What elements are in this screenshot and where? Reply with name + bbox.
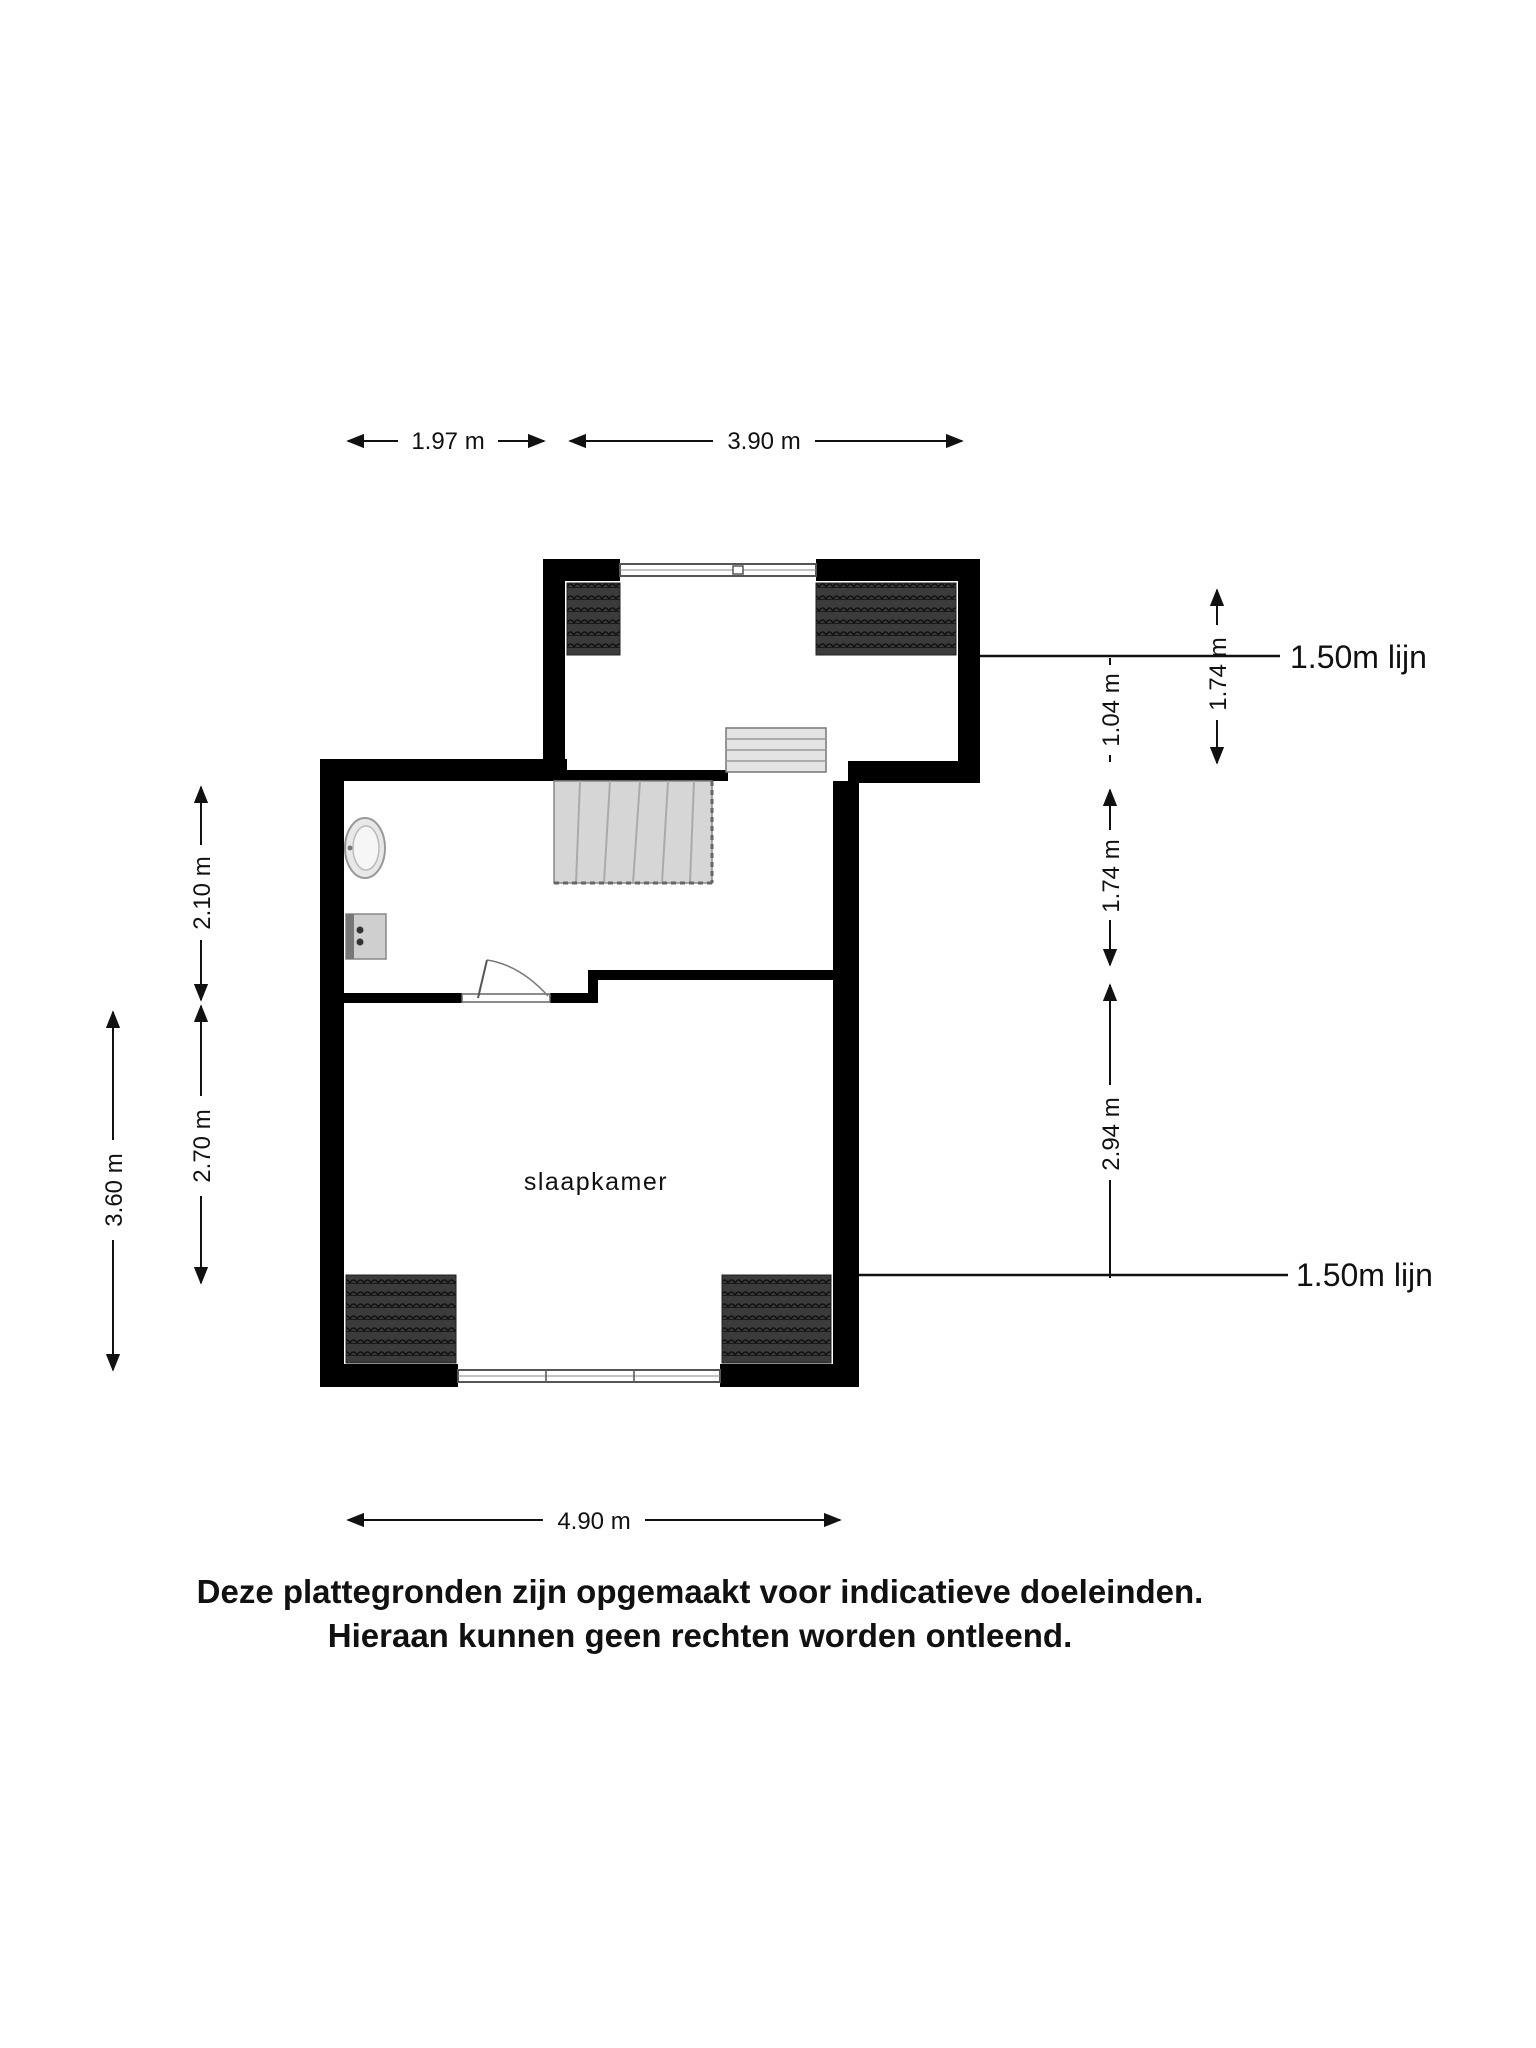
dimension-right-a-label: 1.04 m [1098,673,1125,747]
dimension-left-upper [189,787,216,1000]
walls [320,559,980,1387]
window-bottom [458,1370,720,1382]
room-label-bedroom: slaapkamer [523,1168,669,1196]
sink [345,818,385,878]
dimension-bottom [348,1508,840,1535]
dimension-right-b [1098,790,1125,965]
dimension-right-far-label: 1.74 m [1205,637,1232,711]
dimension-right-lower-label: 2.94 m [1098,1097,1125,1171]
dimension-top-left-label: 1.97 m [411,428,485,455]
dimension-top-left [348,428,544,455]
dimension-top-right-label: 3.90 m [727,428,801,455]
staircase [554,728,826,883]
disclaimer-line-1: Deze plattegronden zijn opgemaakt voor indicatieve doeleinden. [196,1573,1204,1610]
dimension-top-right [570,428,962,455]
dimension-left-lower [189,1006,216,1283]
window-top [620,564,816,576]
height-line-upper-label: 1.50m lijn [1290,639,1427,675]
disclaimer [0,1570,1400,1658]
height-line-lower-label: 1.50m lijn [1296,1257,1433,1293]
dimension-right-lower [1098,985,1125,1278]
dimension-left-outer [101,1012,128,1370]
disclaimer-line-2: Hieraan kunnen geen rechten worden ontleend. [327,1617,1073,1654]
dimension-bottom-label: 4.90 m [557,1508,631,1535]
dimension-right-b-label: 1.74 m [1098,839,1125,913]
dimension-left-upper-label: 2.10 m [189,856,216,930]
dimension-left-lower-label: 2.70 m [189,1109,216,1183]
stove [346,914,386,959]
door [462,960,550,1002]
dimension-right-a [1098,658,1125,762]
dimension-right-far [1205,590,1232,763]
dimension-left-outer-label: 3.60 m [101,1153,128,1227]
